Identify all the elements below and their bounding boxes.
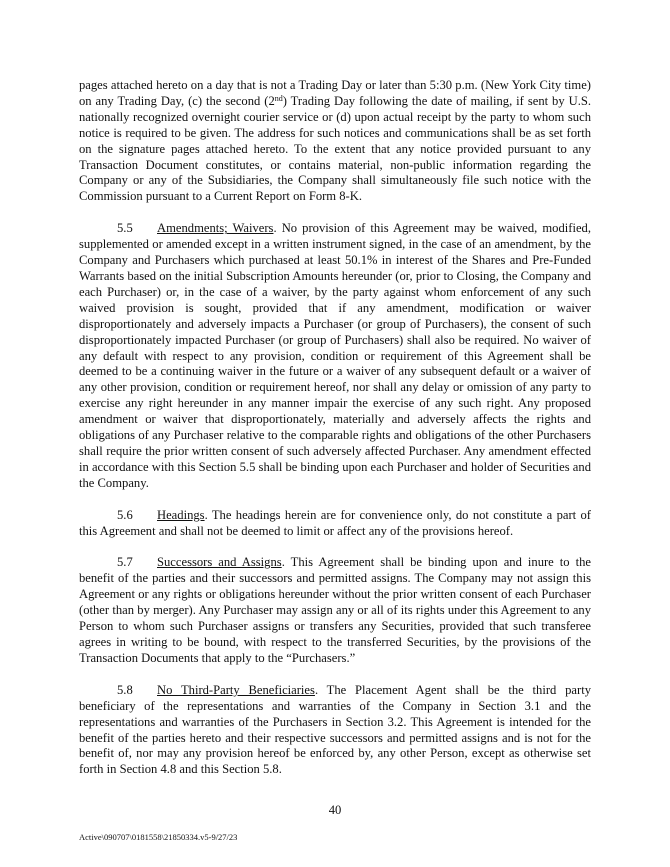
section-5-8-paragraph [79, 683, 591, 778]
section-5-5-paragraph [79, 221, 591, 491]
section-body: . The Placement Agent shall be the third party beneficiary of the representations and warranties of the Company in Section 3.1 and the representations and warranties of the Purchasers in Section 3.2. This Agreement is intended for the benefit of the parties hereto and their respective successors and permitted assigns and is not for the benefit of, nor may any provision hereof be enforced by, any other Person, except as otherwise set forth in Section 4.8 and this Section 5.8. [79, 682, 591, 777]
notice-text-start: pages attached hereto on a day that is not a Trading Day or later than 5:30 p.m. (New York City time) on any Trading Day, (c) the second (2 [79, 78, 591, 108]
document-footer-id: Active\090707\0181558\21850334.v5-9/27/23 [79, 832, 238, 842]
section-body: . No provision of this Agreement may be waived, modified, supplemented or amended except in a written instrument signed, in the case of an amendment, by the Company and Purchasers which purchased at least 50.1% in interest of the Shares and Pre-Funded Warrants based on the initial Subscription Amounts hereunder (or, prior to Closing, the Company and each Purchaser) or, in the case of a waiver, by the party against whom enforcement of any such waived provision is sought, provided that if any amendment, modification or waiver disproportionately and adversely impacts a Purchaser (or group of Purchasers), the consent of such disproportionately impacted Purchaser (or group of Purchasers) shall also be required. No waiver of any default with respect to any provision, condition or requirement of this Agreement shall be deemed to be a continuing waiver in the future or a waiver of any subsequent default or a waiver of any other provision, condition or requirement hereof, nor shall any delay or omission of any party to exercise any right hereunder in any manner impair the exercise of any such right. Any proposed amendment or waiver that disproportionately, materially and adversely affects the rights and obligations of any Purchaser relative to the comparable rights and obligations of the other Purchasers shall require the prior written consent of such adversely affected Purchaser. Any amendment effected in accordance with this Section 5.5 shall be binding upon each Purchaser and holder of Securities and the Company. [79, 221, 591, 490]
section-5-7-paragraph [79, 555, 591, 666]
section-number: 5.7 [117, 555, 133, 570]
ordinal-superscript: nd [274, 93, 283, 103]
section-heading: Headings [157, 507, 205, 522]
section-number: 5.8 [117, 682, 133, 697]
notice-continuation-paragraph [79, 78, 591, 205]
document-page [79, 78, 591, 778]
section-number: 5.5 [117, 221, 133, 236]
section-heading: Amendments; Waivers [157, 221, 274, 236]
section-number: 5.6 [117, 507, 133, 522]
page-number: 40 [328, 803, 342, 817]
section-heading: Successors and Assigns [157, 555, 282, 570]
section-heading: No Third-Party Beneficiaries [157, 682, 315, 697]
section-5-6-paragraph [79, 508, 591, 540]
section-body: . This Agreement shall be binding upon and inure to the benefit of the parties and their successors and permitted assigns. The Company may not assign this Agreement or any rights or obligations hereunder without the prior written consent of each Purchaser (other than by merger). Any Purchaser may assign any or all of its rights under this Agreement to any Person to whom such Purchaser assigns or transfers any Securities, provided that such transferee agrees in writing to be bound, with respect to the transferred Securities, by the provisions of the Transaction Documents that apply to the “Purchasers.” [79, 555, 591, 665]
notice-text-end: ) Trading Day following the date of mailing, if sent by U.S. nationally recognized overnight courier service or (d) upon actual receipt by the party to whom such notice is required to be given. The address for such notices and communications shall be as set forth on the signature pages attached hereto. To the extent that any notice provided pursuant to any Transaction Document constitutes, or contains material, non-public information regarding the Company or any of the Subsidiaries, the Company shall simultaneously file such notice with the Commission pursuant to a Current Report on Form 8-K. [79, 93, 592, 204]
section-body: . The headings herein are for convenience only, do not constitute a part of this Agreement and shall not be deemed to limit or affect any of the provisions hereof. [79, 507, 591, 538]
